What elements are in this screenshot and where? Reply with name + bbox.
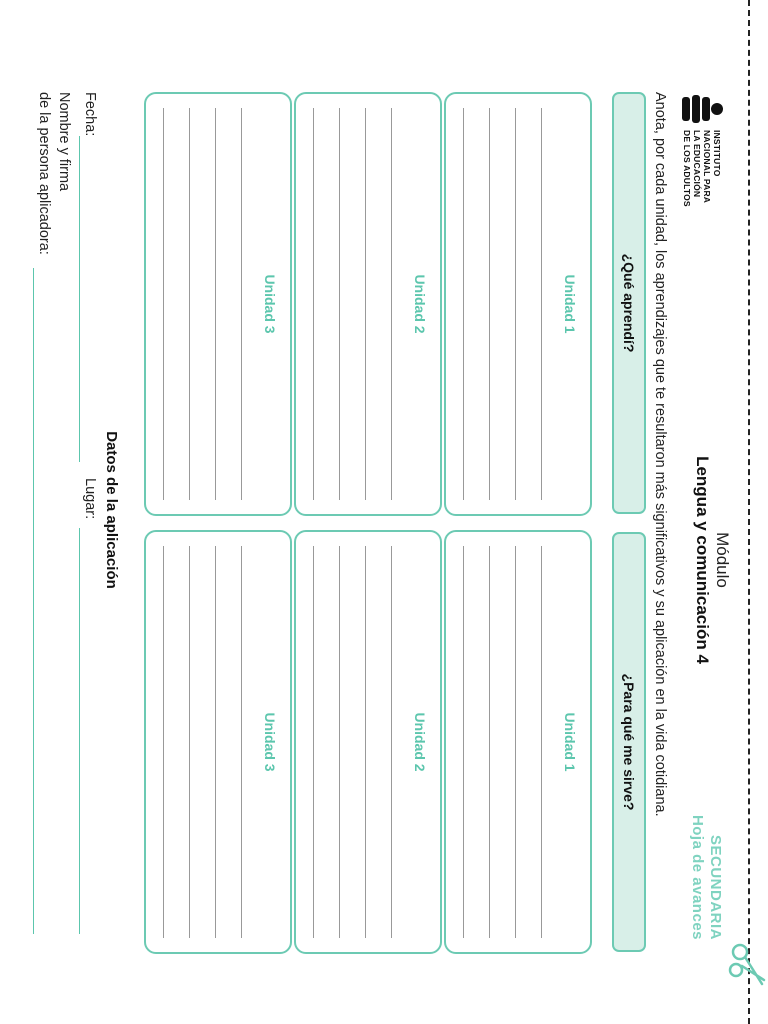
writing-line	[163, 546, 164, 938]
firma-label-line1: Nombre y firma	[56, 92, 72, 192]
lugar-field[interactable]	[79, 528, 80, 934]
writing-line	[215, 546, 216, 938]
writing-line	[515, 546, 516, 938]
unit-title: Unidad 2	[412, 712, 428, 772]
writing-line	[391, 108, 392, 500]
fecha-label: Fecha:	[82, 92, 98, 137]
institute-name	[682, 130, 722, 207]
sheet-type: Hoja de avances	[689, 814, 706, 940]
writing-line	[163, 108, 164, 500]
module-label: Módulo	[713, 532, 732, 588]
unit-title: Unidad 3	[262, 712, 278, 772]
institute-line: DE LOS ADULTOS	[682, 130, 692, 207]
logo-figure-icon	[678, 92, 724, 126]
usefulness-unit-1-box[interactable]	[444, 530, 592, 954]
firma-label-line2: de la persona aplicadora:	[36, 92, 52, 255]
writing-line	[215, 108, 216, 500]
level-badge	[688, 780, 724, 940]
learned-unit-2-box[interactable]	[294, 92, 442, 516]
inea-logo	[670, 92, 726, 232]
writing-line	[391, 546, 392, 938]
cut-line	[748, 0, 750, 1024]
writing-line	[241, 108, 242, 500]
writing-line	[189, 108, 190, 500]
writing-line	[365, 108, 366, 500]
writing-line	[241, 546, 242, 938]
writing-line	[489, 108, 490, 500]
lugar-label: Lugar:	[82, 478, 98, 520]
usefulness-unit-2-box[interactable]	[294, 530, 442, 954]
writing-line	[339, 108, 340, 500]
learned-unit-1-box[interactable]	[444, 92, 592, 516]
scissors-icon	[728, 940, 768, 992]
writing-line	[463, 546, 464, 938]
writing-line	[365, 546, 366, 938]
level-name: SECUNDARIA	[707, 834, 724, 940]
unit-title: Unidad 3	[262, 274, 278, 334]
unit-title: Unidad 1	[562, 274, 578, 334]
writing-line	[313, 546, 314, 938]
writing-line	[541, 546, 542, 938]
institute-line: LA EDUCACIÓN	[692, 130, 702, 198]
institute-line: INSTITUTO	[712, 130, 722, 177]
unit-title: Unidad 1	[562, 712, 578, 772]
instructions: Anota, por cada unidad, los aprendizajes que te resultaron más significativos y su aplicación en la vida cotidiana.	[652, 92, 668, 817]
writing-line	[339, 546, 340, 938]
writing-line	[313, 108, 314, 500]
column-header-usefulness: ¿Para qué me sirve?	[612, 532, 646, 952]
module-name: Lengua y comunicación 4	[693, 456, 712, 664]
application-data-title: Datos de la aplicación	[103, 431, 120, 589]
fecha-field[interactable]	[79, 136, 80, 462]
usefulness-unit-3-box[interactable]	[144, 530, 292, 954]
firma-field[interactable]	[33, 268, 34, 934]
writing-line	[189, 546, 190, 938]
learned-unit-3-box[interactable]	[144, 92, 292, 516]
writing-line	[463, 108, 464, 500]
unit-title: Unidad 2	[412, 274, 428, 334]
writing-line	[541, 108, 542, 500]
institute-line: NACIONAL PARA	[702, 130, 712, 204]
column-header-learned: ¿Qué aprendí?	[612, 92, 646, 514]
writing-line	[489, 546, 490, 938]
writing-line	[515, 108, 516, 500]
